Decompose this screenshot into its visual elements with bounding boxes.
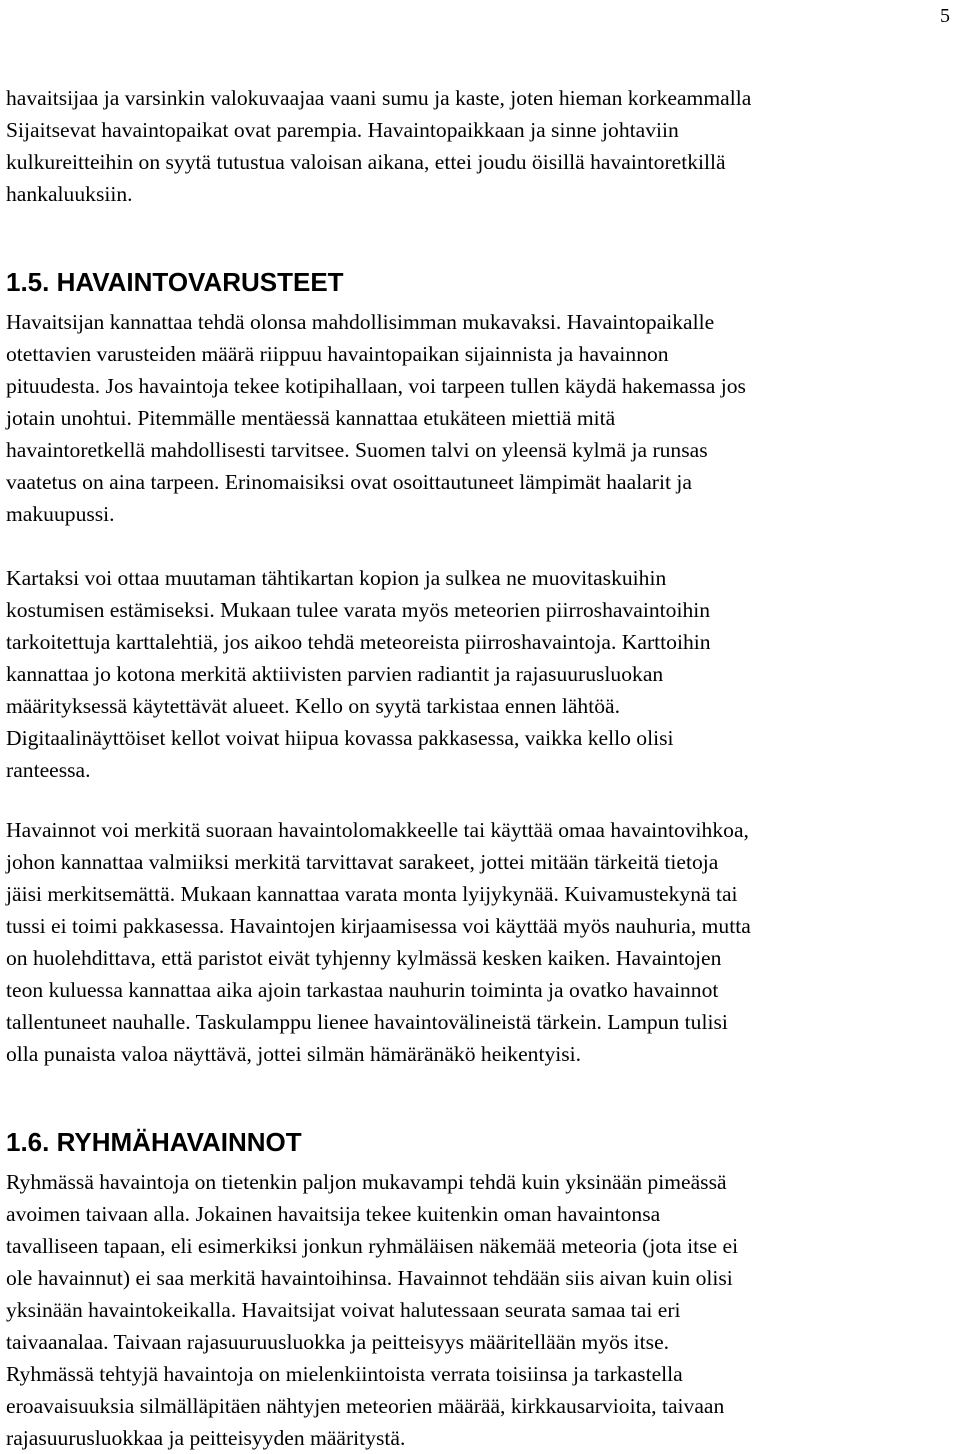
text-line: kannattaa jo kotona merkitä aktiivisten parvien radiantit ja rajasuurusluokan	[6, 662, 664, 686]
text-line: Havainnot voi merkitä suoraan havaintolomakkeelle tai käyttää omaa havaintovihkoa,	[6, 818, 749, 842]
text-line: Ryhmässä havaintoja on tietenkin paljon mukavampi tehdä kuin yksinään pimeässä	[6, 1170, 727, 1194]
text-line: otettavien varusteiden määrä riippuu havaintopaikan sijainnista ja havainnon	[6, 342, 669, 366]
text-line: tussi ei toimi pakkasessa. Havaintojen kirjaamisessa voi käyttää myös nauhuria, mutta	[6, 914, 751, 938]
document-page	[6, 0, 956, 1452]
intro-paragraph	[6, 82, 751, 210]
text-line: tarkoitettuja karttalehtiä, jos aikoo tehdä meteoreista piirroshavaintoja. Karttoihin	[6, 630, 711, 654]
text-line: jäisi merkitsemättä. Mukaan kannattaa varata monta lyijykynää. Kuivamustekynä tai	[6, 882, 738, 906]
text-line: havaintoretkellä mahdollisesti tarvitsee. Suomen talvi on yleensä kylmä ja runsas	[6, 438, 708, 462]
section-1-5-paragraph-2	[6, 562, 711, 786]
text-line: tavalliseen tapaan, eli esimerkiksi jonkun ryhmäläisen näkemää meteoria (jota itse ei	[6, 1234, 739, 1258]
text-line: yksinään havaintokeikalla. Havaitsijat voivat halutessaan seurata samaa tai eri	[6, 1298, 681, 1322]
text-line: Sijaitsevat havaintopaikat ovat parempia. Havaintopaikkaan ja sinne johtaviin	[6, 118, 679, 142]
text-line: Kartaksi voi ottaa muutaman tähtikartan kopion ja sulkea ne muovitaskuihin	[6, 566, 667, 590]
text-line: jotain unohtui. Pitemmälle mentäessä kannattaa etukäteen miettiä mitä	[6, 406, 616, 430]
text-line: kostumisen estämiseksi. Mukaan tulee varata myös meteorien piirroshavaintoihin	[6, 598, 711, 622]
section-heading-1-5: 1.5. HAVAINTOVARUSTEET	[6, 267, 344, 297]
text-line: Ryhmässä tehtyjä havaintoja on mielenkiintoista verrata toisiinsa ja tarkastella	[6, 1362, 683, 1386]
text-line: taivaanalaa. Taivaan rajasuuruusluokka ja peitteisyys määritellään myös itse.	[6, 1330, 670, 1354]
text-line: johon kannattaa valmiiksi merkitä tarvittavat sarakeet, jottei mitään tärkeitä tietoja	[6, 850, 719, 874]
text-line: teon kuluessa kannattaa aika ajoin tarkastaa nauhurin toiminta ja ovatko havainnot	[6, 978, 719, 1002]
section-heading-1-6: 1.6. RYHMÄHAVAINNOT	[6, 1127, 302, 1157]
text-line: Havaitsijan kannattaa tehdä olonsa mahdollisimman mukavaksi. Havaintopaikalle	[6, 310, 715, 334]
section-1-5-paragraph-1	[6, 306, 746, 530]
text-line: eroavaisuuksia silmälläpitäen nähtyjen meteorien määrää, kirkkausarvioita, taivaan	[6, 1394, 725, 1418]
section-1-6-paragraph-1	[6, 1166, 738, 1454]
page-number: 5	[940, 5, 950, 27]
text-line: vaatetus on aina tarpeen. Erinomaisiksi ovat osoittautuneet lämpimät haalarit ja	[6, 470, 692, 494]
text-line: ole havainnut) ei saa merkitä havaintoihinsa. Havainnot tehdään siis aivan kuin olisi	[6, 1266, 733, 1290]
text-line: pituudesta. Jos havaintoja tekee kotipihallaan, voi tarpeen tullen käydä hakemassa jos	[6, 374, 746, 398]
text-line: määrityksessä käytettävät alueet. Kello on syytä tarkistaa ennen lähtöä.	[6, 694, 620, 718]
text-line: olla punaista valoa näyttävä, jottei silmän hämäränäkö heikentyisi.	[6, 1042, 582, 1066]
text-line: Digitaalinäyttöiset kellot voivat hiipua kovassa pakkasessa, vaikka kello olisi	[6, 726, 674, 750]
text-line: ranteessa.	[6, 758, 91, 782]
text-line: makuupussi.	[6, 502, 115, 526]
text-line: avoimen taivaan alla. Jokainen havaitsija tekee kuitenkin oman havaintonsa	[6, 1202, 661, 1226]
text-line: tallentuneet nauhalle. Taskulamppu lienee havaintovälineistä tärkein. Lampun tulisi	[6, 1010, 728, 1034]
section-1-5-paragraph-3	[6, 814, 751, 1070]
text-line: rajasuurusluokkaa ja peitteisyyden määritystä.	[6, 1426, 406, 1450]
text-line: kulkureitteihin on syytä tutustua valoisan aikana, ettei joudu öisillä havaintoretkillä	[6, 150, 726, 174]
text-line: hankaluuksiin.	[6, 182, 133, 206]
text-line: havaitsijaa ja varsinkin valokuvaajaa vaani sumu ja kaste, joten hieman korkeammalla	[6, 86, 752, 110]
text-line: on huolehdittava, että paristot eivät tyhjenny kylmässä kesken kaiken. Havaintojen	[6, 946, 722, 970]
